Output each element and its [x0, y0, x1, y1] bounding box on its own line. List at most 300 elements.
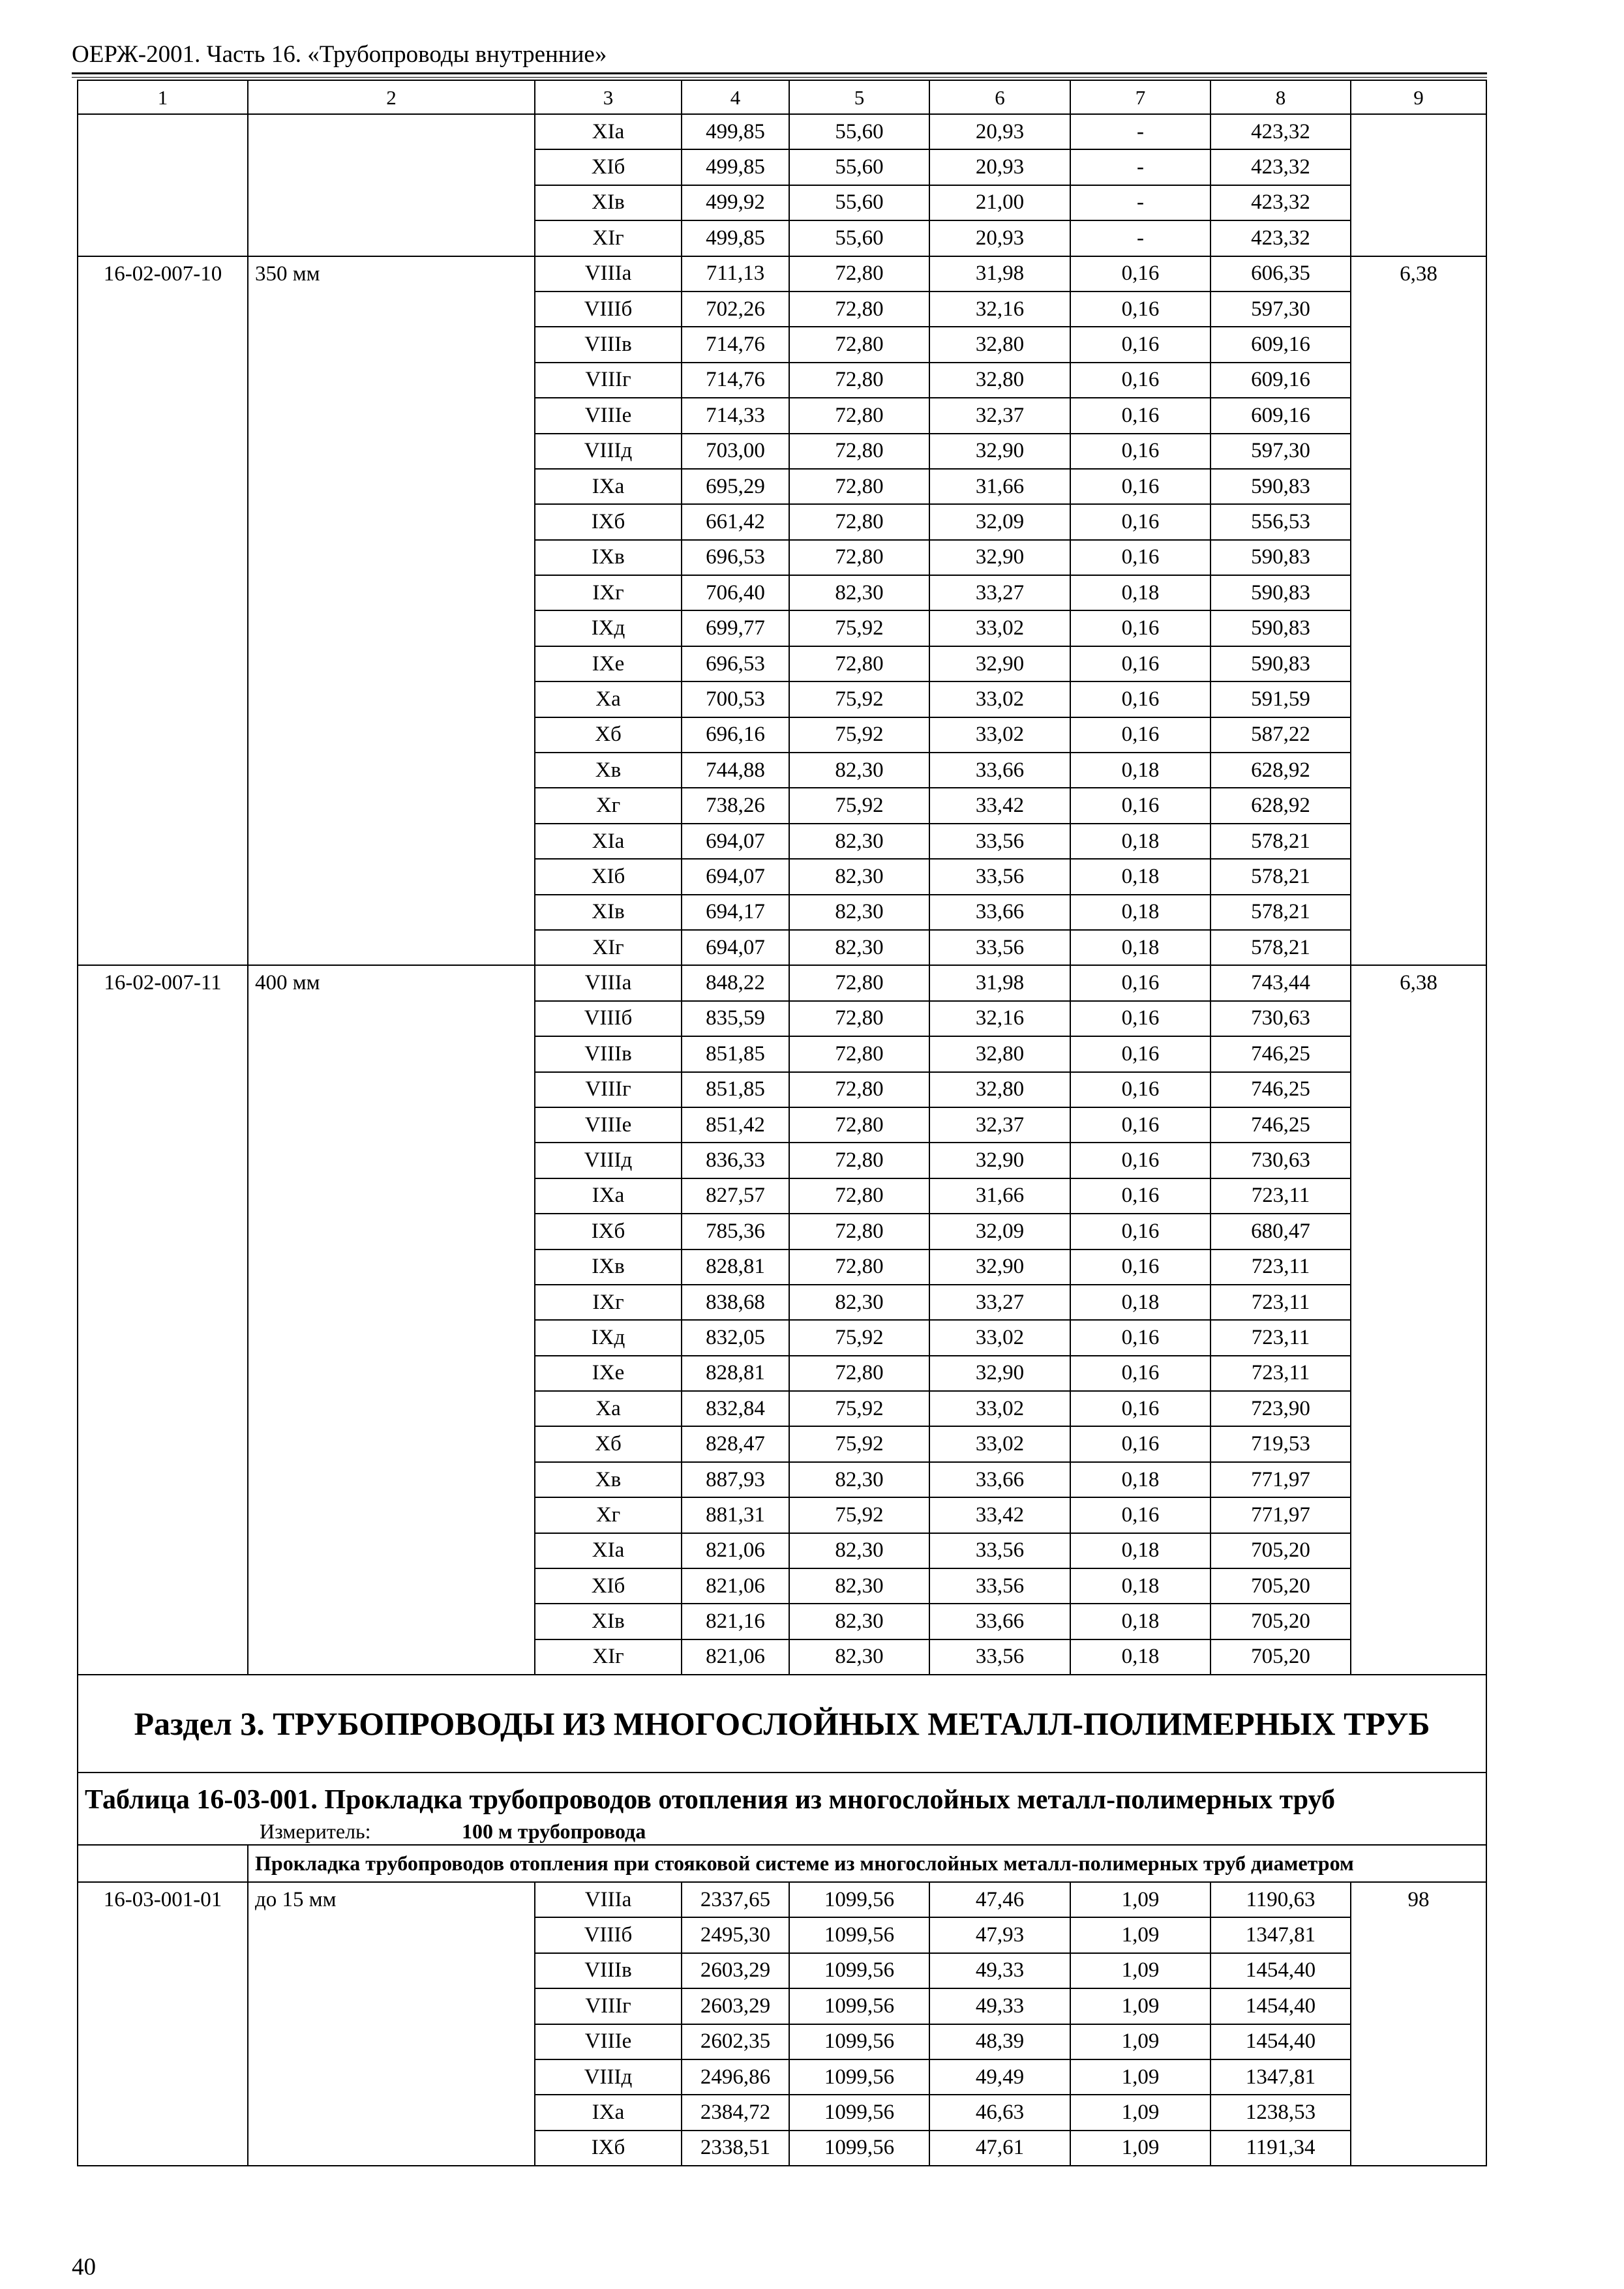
value-cell: 72,80: [789, 1178, 929, 1214]
value-cell: 1347,81: [1210, 2059, 1351, 2095]
value-cell: 723,11: [1210, 1285, 1351, 1320]
value-cell: 703,00: [682, 434, 789, 469]
value-cell: 661,42: [682, 504, 789, 539]
value-cell: 82,30: [789, 1533, 929, 1568]
region-cell: XIб: [535, 859, 682, 894]
value-cell: 706,40: [682, 575, 789, 610]
region-cell: IXe: [535, 646, 682, 681]
column-number: 2: [248, 80, 535, 114]
value-cell: 590,83: [1210, 646, 1351, 681]
region-cell: VIIIд: [535, 434, 682, 469]
value-cell: 0,16: [1070, 1107, 1210, 1143]
value-cell: 0,18: [1070, 1568, 1210, 1604]
region-cell: VIIIг: [535, 1072, 682, 1107]
table-title-row: [78, 1773, 1486, 1845]
value-cell: 75,92: [789, 1426, 929, 1461]
region-cell: XIв: [535, 895, 682, 930]
region-cell: XIa: [535, 114, 682, 149]
column-number: 1: [78, 80, 248, 114]
value-cell: 606,35: [1210, 256, 1351, 292]
region-cell: Xг: [535, 788, 682, 823]
value-cell: 47,61: [929, 2131, 1070, 2166]
value-cell: 82,30: [789, 1462, 929, 1497]
value-cell: 82,30: [789, 575, 929, 610]
value-cell: 82,30: [789, 895, 929, 930]
region-cell: VIIIe: [535, 1107, 682, 1143]
value-cell: 75,92: [789, 681, 929, 717]
value-cell: 33,56: [929, 930, 1070, 965]
value-cell: 578,21: [1210, 824, 1351, 859]
value-cell: 821,06: [682, 1639, 789, 1675]
value-cell: 851,85: [682, 1036, 789, 1071]
value-cell: 75,92: [789, 1320, 929, 1355]
region-cell: Xв: [535, 1462, 682, 1497]
value-cell: 746,25: [1210, 1072, 1351, 1107]
region-cell: VIIIa: [535, 965, 682, 1000]
value-cell: 49,49: [929, 2059, 1070, 2095]
value-cell: 723,90: [1210, 1391, 1351, 1426]
value-cell: 730,63: [1210, 1001, 1351, 1036]
column-number: 6: [929, 80, 1070, 114]
rate-name: 400 мм: [248, 965, 535, 1675]
value-cell: 694,07: [682, 859, 789, 894]
region-cell: VIIIд: [535, 2059, 682, 2095]
value-cell: 72,80: [789, 434, 929, 469]
value-cell: 719,53: [1210, 1426, 1351, 1461]
value-cell: 48,39: [929, 2024, 1070, 2059]
value-cell: -: [1070, 114, 1210, 149]
page-number: 40: [72, 2254, 96, 2281]
region-cell: VIIIa: [535, 1882, 682, 1917]
value-cell: 75,92: [789, 788, 929, 823]
value-cell: 499,85: [682, 220, 789, 256]
rate-code: [78, 114, 248, 256]
value-cell: 33,02: [929, 1426, 1070, 1461]
value-cell: 696,16: [682, 717, 789, 753]
value-cell: 55,60: [789, 114, 929, 149]
value-cell: 590,83: [1210, 610, 1351, 646]
region-cell: VIIIe: [535, 2024, 682, 2059]
value-cell: 0,18: [1070, 895, 1210, 930]
value-cell: 0,18: [1070, 1639, 1210, 1675]
value-cell: 33,02: [929, 717, 1070, 753]
value-cell: 0,18: [1070, 824, 1210, 859]
value-cell: 33,56: [929, 1568, 1070, 1604]
value-cell: 72,80: [789, 1143, 929, 1178]
value-cell: 75,92: [789, 717, 929, 753]
value-cell: 0,16: [1070, 646, 1210, 681]
measure-label: Измеритель:: [260, 1819, 371, 1843]
value-cell: 72,80: [789, 540, 929, 575]
value-cell: 72,80: [789, 1356, 929, 1391]
region-cell: VIIIб: [535, 1001, 682, 1036]
value-cell: 33,02: [929, 610, 1070, 646]
value-cell: 0,16: [1070, 1214, 1210, 1249]
value-cell: 0,16: [1070, 965, 1210, 1000]
value-cell: 0,16: [1070, 1320, 1210, 1355]
col9-cell: 6,38: [1351, 256, 1486, 966]
value-cell: 1099,56: [789, 1882, 929, 1917]
value-cell: 33,56: [929, 824, 1070, 859]
value-cell: 714,76: [682, 363, 789, 398]
value-cell: 47,46: [929, 1882, 1070, 1917]
region-cell: Xв: [535, 753, 682, 788]
value-cell: 72,80: [789, 256, 929, 292]
value-cell: 0,16: [1070, 363, 1210, 398]
value-cell: 31,98: [929, 256, 1070, 292]
value-cell: 0,16: [1070, 292, 1210, 327]
value-cell: 1099,56: [789, 1917, 929, 1952]
value-cell: 0,16: [1070, 540, 1210, 575]
value-cell: 609,16: [1210, 398, 1351, 433]
value-cell: 2496,86: [682, 2059, 789, 2095]
value-cell: 887,93: [682, 1462, 789, 1497]
value-cell: 72,80: [789, 1072, 929, 1107]
region-cell: IXe: [535, 1356, 682, 1391]
value-cell: 33,66: [929, 1604, 1070, 1639]
value-cell: 72,80: [789, 965, 929, 1000]
value-cell: 680,47: [1210, 1214, 1351, 1249]
region-cell: VIIIд: [535, 1143, 682, 1178]
value-cell: 33,66: [929, 1462, 1070, 1497]
value-cell: 0,16: [1070, 1001, 1210, 1036]
value-cell: 835,59: [682, 1001, 789, 1036]
value-cell: 55,60: [789, 220, 929, 256]
value-cell: 21,00: [929, 185, 1070, 220]
value-cell: 72,80: [789, 646, 929, 681]
value-cell: 0,18: [1070, 1285, 1210, 1320]
value-cell: 72,80: [789, 1214, 929, 1249]
value-cell: 0,16: [1070, 469, 1210, 504]
value-cell: 597,30: [1210, 434, 1351, 469]
value-cell: 82,30: [789, 1285, 929, 1320]
region-cell: XIa: [535, 1533, 682, 1568]
column-number-row: [78, 80, 1486, 114]
value-cell: 1,09: [1070, 2131, 1210, 2166]
value-cell: 32,90: [929, 1143, 1070, 1178]
col9-cell: 6,38: [1351, 965, 1486, 1675]
value-cell: 827,57: [682, 1178, 789, 1214]
page-header: ОЕРЖ-2001. Часть 16. «Трубопроводы внутренние»: [72, 41, 607, 68]
value-cell: 0,16: [1070, 610, 1210, 646]
value-cell: 47,93: [929, 1917, 1070, 1952]
region-cell: VIIIг: [535, 363, 682, 398]
value-cell: 32,80: [929, 363, 1070, 398]
value-cell: -: [1070, 149, 1210, 185]
value-cell: 20,93: [929, 220, 1070, 256]
rate-name: 350 мм: [248, 256, 535, 966]
region-cell: Xa: [535, 681, 682, 717]
value-cell: 31,98: [929, 965, 1070, 1000]
value-cell: 0,18: [1070, 1462, 1210, 1497]
value-cell: 33,56: [929, 1533, 1070, 1568]
value-cell: 32,80: [929, 1036, 1070, 1071]
value-cell: 423,32: [1210, 114, 1351, 149]
column-number: 7: [1070, 80, 1210, 114]
value-cell: 881,31: [682, 1497, 789, 1533]
region-cell: IXa: [535, 1178, 682, 1214]
value-cell: 1099,56: [789, 2059, 929, 2095]
value-cell: 1099,56: [789, 2024, 929, 2059]
value-cell: 851,85: [682, 1072, 789, 1107]
value-cell: 694,07: [682, 824, 789, 859]
value-cell: 32,90: [929, 646, 1070, 681]
value-cell: 587,22: [1210, 717, 1351, 753]
value-cell: 746,25: [1210, 1107, 1351, 1143]
value-cell: 556,53: [1210, 504, 1351, 539]
value-cell: 702,26: [682, 292, 789, 327]
value-cell: 696,53: [682, 540, 789, 575]
region-cell: XIг: [535, 220, 682, 256]
value-cell: 32,37: [929, 398, 1070, 433]
value-cell: 82,30: [789, 1639, 929, 1675]
value-cell: 49,33: [929, 1953, 1070, 1988]
value-cell: 694,07: [682, 930, 789, 965]
region-cell: Xa: [535, 1391, 682, 1426]
value-cell: 75,92: [789, 610, 929, 646]
value-cell: 821,06: [682, 1568, 789, 1604]
value-cell: 714,76: [682, 327, 789, 362]
value-cell: 82,30: [789, 859, 929, 894]
value-cell: 723,11: [1210, 1249, 1351, 1285]
value-cell: 1,09: [1070, 2095, 1210, 2130]
value-cell: 696,53: [682, 646, 789, 681]
value-cell: 0,16: [1070, 1497, 1210, 1533]
value-cell: 628,92: [1210, 788, 1351, 823]
value-cell: 851,42: [682, 1107, 789, 1143]
value-cell: 1,09: [1070, 1988, 1210, 2024]
value-cell: 1099,56: [789, 2131, 929, 2166]
value-cell: 33,27: [929, 1285, 1070, 1320]
value-cell: 0,18: [1070, 575, 1210, 610]
value-cell: 591,59: [1210, 681, 1351, 717]
value-cell: 0,16: [1070, 1072, 1210, 1107]
value-cell: 33,56: [929, 859, 1070, 894]
value-cell: 1099,56: [789, 1953, 929, 1988]
value-cell: 499,85: [682, 114, 789, 149]
value-cell: 49,33: [929, 1988, 1070, 2024]
value-cell: 75,92: [789, 1391, 929, 1426]
region-cell: IXв: [535, 540, 682, 575]
value-cell: 1190,63: [1210, 1882, 1351, 1917]
value-cell: 705,20: [1210, 1639, 1351, 1675]
value-cell: 82,30: [789, 1604, 929, 1639]
value-cell: 1,09: [1070, 1953, 1210, 1988]
value-cell: 75,92: [789, 1497, 929, 1533]
value-cell: 578,21: [1210, 930, 1351, 965]
subheading-row: [78, 1845, 1486, 1882]
rates-table-body-2: [78, 1882, 1486, 2166]
table-title: Таблица 16-03-001. Прокладка трубопроводов отопления из многослойных металл-полимерных труб: [85, 1785, 1336, 1816]
value-cell: 32,90: [929, 540, 1070, 575]
value-cell: 0,16: [1070, 681, 1210, 717]
rate-name: до 15 мм: [248, 1882, 535, 2166]
region-cell: VIIIб: [535, 1917, 682, 1952]
region-cell: VIIIв: [535, 1036, 682, 1071]
section-block: [78, 1675, 1486, 1882]
rate-code: 16-02-007-11: [78, 965, 248, 1675]
header-rule: [72, 72, 1487, 74]
value-cell: 0,18: [1070, 930, 1210, 965]
value-cell: 32,80: [929, 327, 1070, 362]
value-cell: 838,68: [682, 1285, 789, 1320]
value-cell: 31,66: [929, 1178, 1070, 1214]
rates-table-body: [78, 80, 1486, 1675]
rate-name: [248, 114, 535, 256]
value-cell: 32,09: [929, 1214, 1070, 1249]
table-row: [78, 965, 1486, 1000]
value-cell: 82,30: [789, 930, 929, 965]
value-cell: -: [1070, 220, 1210, 256]
value-cell: 0,18: [1070, 1604, 1210, 1639]
region-cell: VIIIe: [535, 398, 682, 433]
value-cell: 2384,72: [682, 2095, 789, 2130]
value-cell: 821,06: [682, 1533, 789, 1568]
column-number: 8: [1210, 80, 1351, 114]
value-cell: 20,93: [929, 114, 1070, 149]
value-cell: 46,63: [929, 2095, 1070, 2130]
value-cell: 0,16: [1070, 256, 1210, 292]
region-cell: Xб: [535, 717, 682, 753]
value-cell: 0,16: [1070, 398, 1210, 433]
column-number: 3: [535, 80, 682, 114]
value-cell: 1099,56: [789, 2095, 929, 2130]
value-cell: 0,16: [1070, 1178, 1210, 1214]
value-cell: 744,88: [682, 753, 789, 788]
value-cell: 423,32: [1210, 185, 1351, 220]
value-cell: 597,30: [1210, 292, 1351, 327]
table-row: [78, 114, 1486, 149]
value-cell: 832,05: [682, 1320, 789, 1355]
value-cell: 714,33: [682, 398, 789, 433]
region-cell: VIIIг: [535, 1988, 682, 2024]
region-cell: Xб: [535, 1426, 682, 1461]
rate-code: 16-02-007-10: [78, 256, 248, 966]
region-cell: IXг: [535, 575, 682, 610]
value-cell: 2338,51: [682, 2131, 789, 2166]
region-cell: XIб: [535, 1568, 682, 1604]
column-number: 9: [1351, 80, 1486, 114]
value-cell: 72,80: [789, 469, 929, 504]
value-cell: 1454,40: [1210, 1953, 1351, 1988]
value-cell: 590,83: [1210, 575, 1351, 610]
region-cell: IXд: [535, 610, 682, 646]
value-cell: 821,16: [682, 1604, 789, 1639]
value-cell: 1454,40: [1210, 1988, 1351, 2024]
value-cell: 423,32: [1210, 149, 1351, 185]
region-cell: XIв: [535, 1604, 682, 1639]
value-cell: 32,90: [929, 1356, 1070, 1391]
value-cell: 72,80: [789, 363, 929, 398]
value-cell: 72,80: [789, 398, 929, 433]
value-cell: 1191,34: [1210, 2131, 1351, 2166]
value-cell: 32,09: [929, 504, 1070, 539]
value-cell: 1,09: [1070, 2059, 1210, 2095]
col9-cell: [1351, 114, 1486, 256]
value-cell: 836,33: [682, 1143, 789, 1178]
value-cell: 33,42: [929, 788, 1070, 823]
value-cell: 0,16: [1070, 788, 1210, 823]
value-cell: 0,16: [1070, 1426, 1210, 1461]
rates-table: [77, 80, 1487, 2166]
value-cell: 2603,29: [682, 1988, 789, 2024]
value-cell: 828,81: [682, 1356, 789, 1391]
column-number: 5: [789, 80, 929, 114]
value-cell: 2603,29: [682, 1953, 789, 1988]
value-cell: -: [1070, 185, 1210, 220]
section-title: Раздел 3. ТРУБОПРОВОДЫ ИЗ МНОГОСЛОЙНЫХ МЕТАЛЛ-ПОЛИМЕРНЫХ ТРУБ: [78, 1675, 1486, 1773]
value-cell: 33,02: [929, 681, 1070, 717]
value-cell: 0,16: [1070, 434, 1210, 469]
region-cell: VIIIв: [535, 327, 682, 362]
value-cell: 771,97: [1210, 1462, 1351, 1497]
value-cell: 578,21: [1210, 859, 1351, 894]
region-cell: VIIIб: [535, 292, 682, 327]
value-cell: 746,25: [1210, 1036, 1351, 1071]
region-cell: IXд: [535, 1320, 682, 1355]
value-cell: 32,37: [929, 1107, 1070, 1143]
measure-value: 100 м трубопровода: [462, 1819, 646, 1843]
region-cell: XIг: [535, 930, 682, 965]
subheading: Прокладка трубопроводов отопления при стояковой системе из многослойных металл-полимерных труб диаметром: [248, 1845, 1486, 1882]
value-cell: 723,11: [1210, 1178, 1351, 1214]
region-cell: XIa: [535, 824, 682, 859]
value-cell: 1238,53: [1210, 2095, 1351, 2130]
value-cell: 0,16: [1070, 1143, 1210, 1178]
region-cell: IXб: [535, 2131, 682, 2166]
value-cell: 0,16: [1070, 717, 1210, 753]
value-cell: 72,80: [789, 1036, 929, 1071]
value-cell: 1454,40: [1210, 2024, 1351, 2059]
value-cell: 1,09: [1070, 1882, 1210, 1917]
region-cell: IXa: [535, 2095, 682, 2130]
region-cell: IXб: [535, 1214, 682, 1249]
value-cell: 738,26: [682, 788, 789, 823]
value-cell: 848,22: [682, 965, 789, 1000]
value-cell: 31,66: [929, 469, 1070, 504]
value-cell: 33,66: [929, 895, 1070, 930]
value-cell: 32,16: [929, 1001, 1070, 1036]
value-cell: 499,92: [682, 185, 789, 220]
region-cell: VIIIв: [535, 1953, 682, 1988]
region-cell: XIв: [535, 185, 682, 220]
value-cell: 33,56: [929, 1639, 1070, 1675]
value-cell: 82,30: [789, 824, 929, 859]
value-cell: 0,16: [1070, 1036, 1210, 1071]
value-cell: 2337,65: [682, 1882, 789, 1917]
value-cell: 0,18: [1070, 753, 1210, 788]
value-cell: 730,63: [1210, 1143, 1351, 1178]
value-cell: 32,16: [929, 292, 1070, 327]
region-cell: IXг: [535, 1285, 682, 1320]
region-cell: IXв: [535, 1249, 682, 1285]
value-cell: 72,80: [789, 504, 929, 539]
measure-line: [85, 1821, 1479, 1842]
value-cell: 0,16: [1070, 1356, 1210, 1391]
table-row: [78, 256, 1486, 292]
col9-cell: 98: [1351, 1882, 1486, 2166]
value-cell: 828,81: [682, 1249, 789, 1285]
value-cell: 32,80: [929, 1072, 1070, 1107]
section-title-row: [78, 1675, 1486, 1773]
value-cell: 82,30: [789, 753, 929, 788]
region-cell: IXб: [535, 504, 682, 539]
region-cell: Xг: [535, 1497, 682, 1533]
value-cell: 609,16: [1210, 363, 1351, 398]
value-cell: 55,60: [789, 185, 929, 220]
value-cell: 694,17: [682, 895, 789, 930]
value-cell: 578,21: [1210, 895, 1351, 930]
